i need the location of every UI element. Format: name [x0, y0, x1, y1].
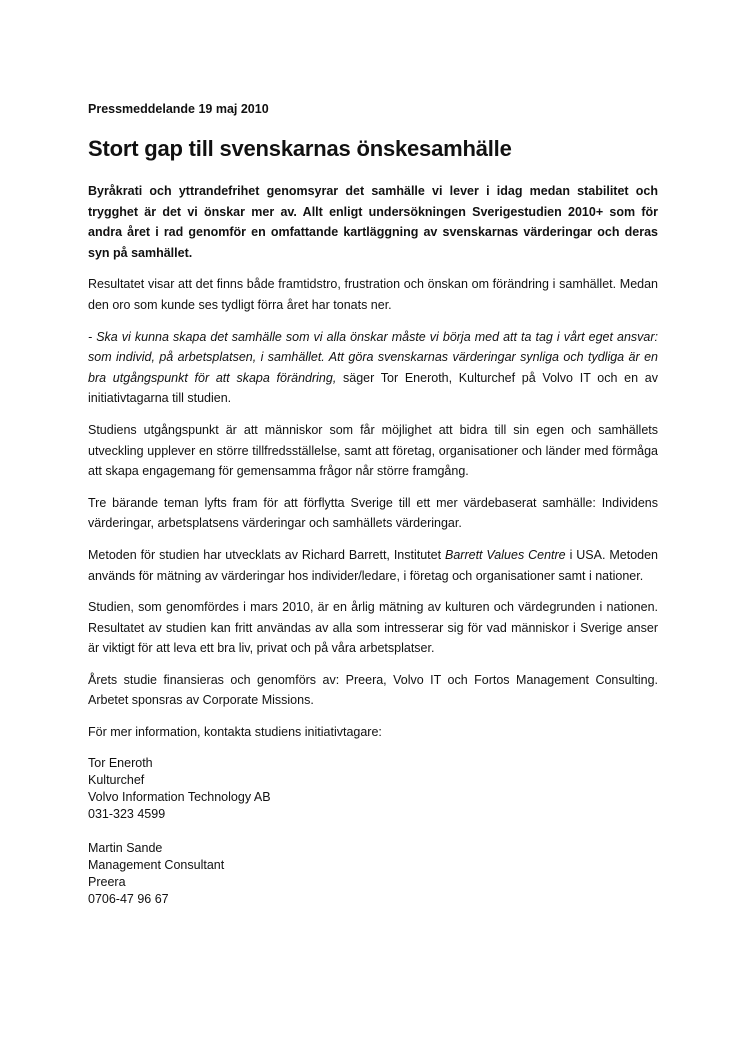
- dateline: Pressmeddelande 19 maj 2010: [88, 102, 269, 116]
- contact-phone: 031-323 4599: [88, 806, 166, 821]
- paragraph-method: [88, 545, 658, 586]
- contact-block: [88, 840, 658, 908]
- contact-company: Preera: [88, 874, 126, 889]
- paragraph-result: Resultatet visar att det finns både framtidstro, frustration och önskan om förändring i samhället. Medan den oro som kunde ses tydligt förra året har tonats ner.: [88, 277, 658, 312]
- quote-attribution: säger Tor Eneroth, Kulturchef på Volvo IT och en av initiativtagarna till studien.: [88, 370, 658, 406]
- paragraph-funding: Årets studie finansieras och genomförs av: Preera, Volvo IT och Fortos Management Consulting. Arbetet sponsras av Corporate Missions.: [88, 672, 658, 708]
- contact-intro: För mer information, kontakta studiens initiativtagare:: [88, 725, 382, 740]
- contact-title: Management Consultant: [88, 857, 225, 872]
- paragraph-quote: [88, 327, 658, 409]
- contact-title: Kulturchef: [88, 772, 145, 787]
- quote-text: - Ska vi kunna skapa det samhälle som vi alla önskar måste vi börja med att ta tag i vårt eget ansvar: som individ, på arbetsplatsen, i samhället. Att göra svenskarnas värderingar synliga och tydliga är en bra utgångspunkt för att skapa förändring,: [88, 329, 658, 385]
- paragraph-premise: Studiens utgångspunkt är att människor som får möjlighet att bidra till sin egen och samhällets utveckling upplever en större tillfredsställelse, samt att företag, organisationer och länder med förmåga att skapa engagemang för gemensamma frågor når större framgång.: [88, 422, 658, 479]
- contact-company: Volvo Information Technology AB: [88, 789, 271, 804]
- paragraph-themes: Tre bärande teman lyfts fram för att förflytta Sverige till ett mer värdebaserat samhälle: Individens värderingar, arbetsplatsens värderingar och samhällets värderingar.: [88, 495, 658, 531]
- press-release-page: [88, 100, 658, 925]
- method-text-before: Metoden för studien har utvecklats av Richard Barrett, Institutet: [88, 547, 445, 562]
- lead-paragraph: Byråkrati och yttrandefrihet genomsyrar det samhälle vi lever i idag medan stabilitet och trygghet är det vi önskar mer av. Allt enligt undersökningen Sverigestudien 2010+ som för andra året i rad genomför en omfattande kartläggning av svenskarnas värderingar och deras syn på samhället.: [88, 184, 658, 260]
- method-institute: Barrett Values Centre: [445, 547, 566, 562]
- contact-block: [88, 755, 658, 823]
- contact-name: Martin Sande: [88, 840, 163, 855]
- headline: Stort gap till svenskarnas önskesamhälle: [88, 136, 512, 161]
- contact-name: Tor Eneroth: [88, 755, 153, 770]
- method-text-after: i USA. Metoden används för mätning av värderingar hos individer/ledare, i företag och organisationer samt i nationer.: [88, 547, 659, 583]
- paragraph-study: Studien, som genomfördes i mars 2010, är en årlig mätning av kulturen och värdegrunden i nationen. Resultatet av studien kan fritt användas av alla som intresserar sig för vad människor i Sverige anser är viktigt för att leva ett bra liv, privat och på våra arbetsplatser.: [88, 600, 658, 656]
- contact-phone: 0706-47 96 67: [88, 891, 169, 906]
